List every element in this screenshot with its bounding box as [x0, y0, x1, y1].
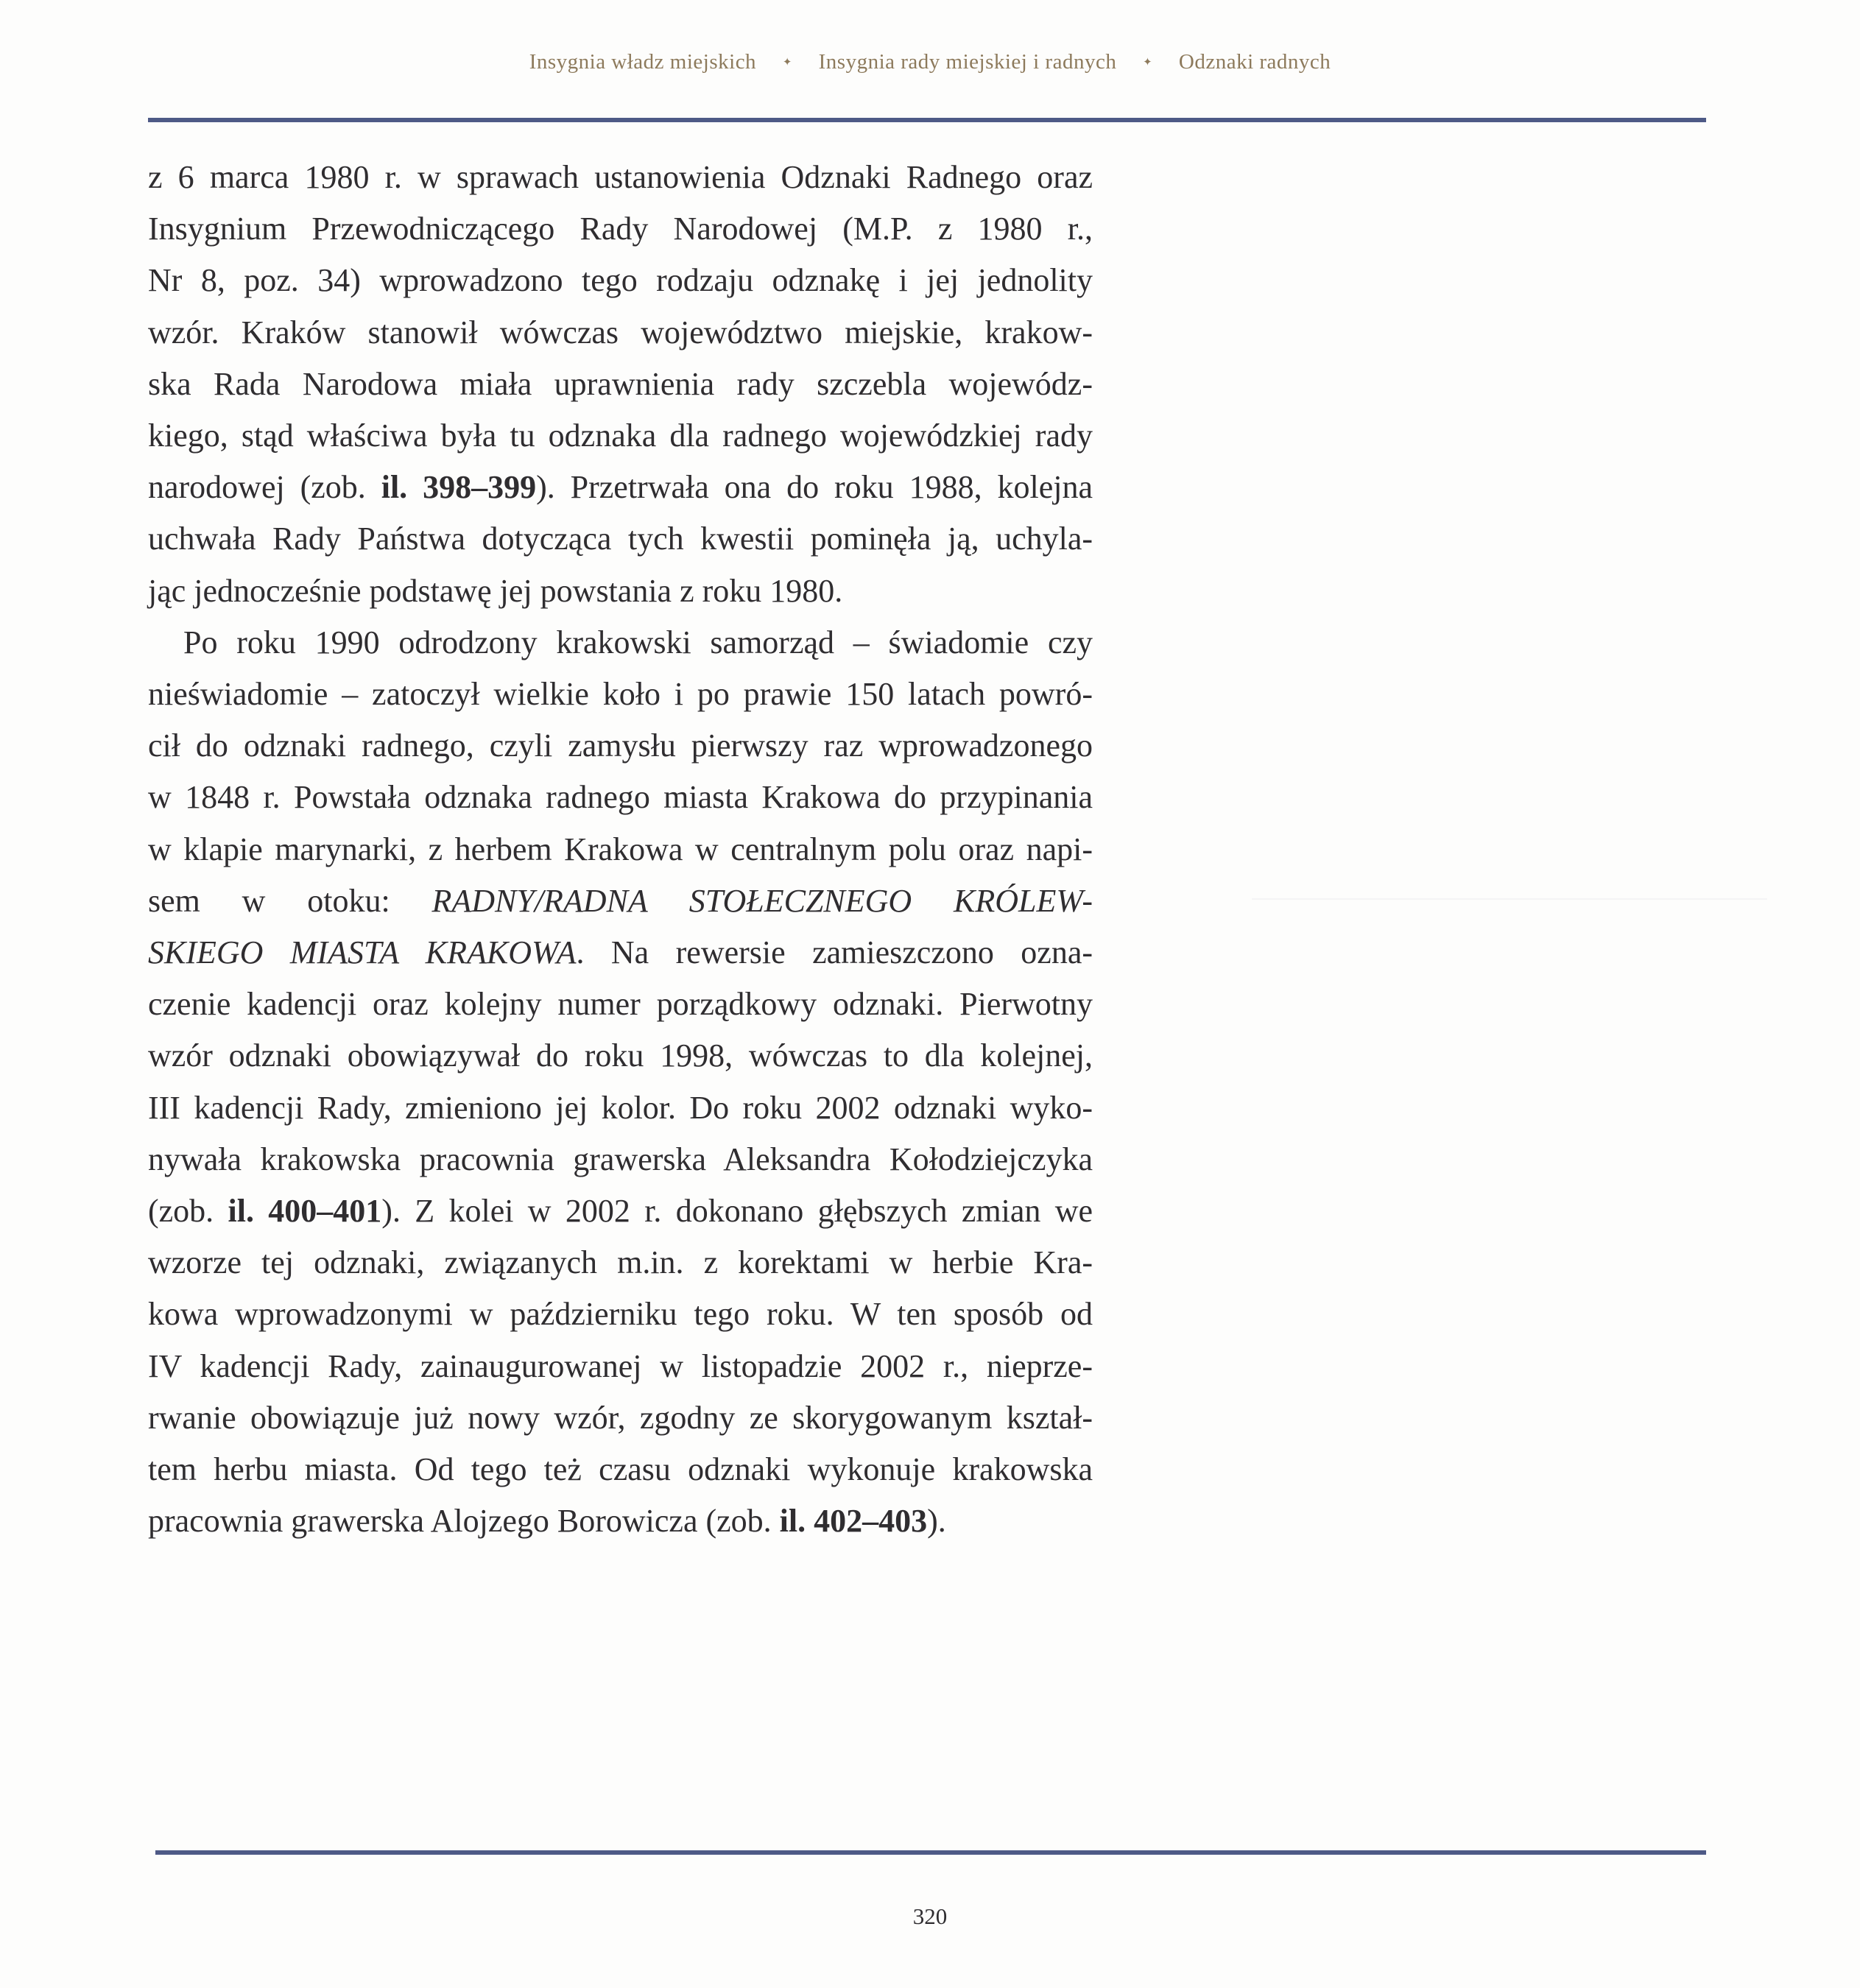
text-line: ska Rada Narodowa miała uprawnienia rady szczebla wojewódz-: [148, 365, 1093, 402]
running-head: [0, 50, 1860, 74]
illustration-reference: il. 398–399: [381, 469, 537, 506]
text-line: w klapie marynarki, z herbem Krakowa w centralnym polu oraz napi-: [148, 831, 1093, 867]
text-line: Nr 8, poz. 34) wprowadzono tego rodzaju odznakę i jej jednolity: [148, 262, 1093, 299]
text-line: [148, 1495, 1093, 1547]
text-run: ).: [927, 1503, 946, 1540]
text-run: pracownia grawerska Alojzego Borowicza (zob.: [148, 1503, 780, 1540]
text-line: kowa wprowadzonymi w październiku tego roku. W ten sposób od: [148, 1296, 1093, 1333]
text-line: [148, 462, 1093, 513]
page-number: 320: [912, 1903, 948, 1929]
text-line: nieświadomie – zatoczył wielkie koło i po prawie 150 latach powró-: [148, 676, 1093, 713]
text-line: w 1848 r. Powstała odznaka radnego miasta Krakowa do przypinania: [148, 779, 1093, 816]
text-line: z 6 marca 1980 r. w sprawach ustanowienia Odznaki Radnego oraz: [148, 159, 1093, 195]
text-line: wzór odznaki obowiązywał do roku 1998, wówczas to dla kolejnej,: [148, 1037, 1093, 1074]
running-head-crumb-3: Odznaki radnych: [1178, 50, 1331, 74]
text-line: uchwała Rady Państwa dotycząca tych kwestii pominęła ją, uchyla-: [148, 521, 1093, 557]
running-head-crumb-1: Insygnia władz miejskich: [529, 50, 757, 74]
text-line: [148, 1185, 1093, 1237]
illustration-reference: il. 400–401: [228, 1193, 382, 1230]
text-run: ). Z kolei w 2002 r. dokonano głębszych zmian we: [381, 1193, 1093, 1230]
diamond-separator-icon: ✦: [1143, 57, 1153, 68]
text-run: ). Przetrwała ona do roku 1988, kolejna: [536, 469, 1093, 506]
text-run: (zob.: [148, 1193, 228, 1230]
main-text: [148, 152, 1093, 1547]
text-line: IV kadencji Rady, zainaugurowanej w listopadzie 2002 r., nieprze-: [148, 1347, 1093, 1384]
illustration-reference: il. 402–403: [779, 1503, 928, 1540]
paragraph-2: [148, 617, 1093, 1548]
text-line: cił do odznaki radnego, czyli zamysłu pierwszy raz wprowadzonego: [148, 727, 1093, 764]
text-line: [148, 875, 1093, 927]
text-line: III kadencji Rady, zmieniono jej kolor. Do roku 2002 odznaki wyko-: [148, 1089, 1093, 1126]
text-line: nywała krakowska pracownia grawerska Aleksandra Kołodziejczyka: [148, 1141, 1093, 1177]
paragraph-1: [148, 152, 1093, 617]
text-line: tem herbu miasta. Od tego też czasu odznaki wykonuje krakowska: [148, 1451, 1093, 1488]
inscription-text: RADNY/RADNA STOŁECZNEGO KRÓLEW-: [431, 882, 1093, 919]
diamond-separator-icon: ✦: [782, 57, 792, 68]
text-run: . Na rewersie zamieszczono ozna-: [576, 934, 1093, 971]
inscription-text: SKIEGO MIASTA KRAKOWA: [148, 934, 577, 971]
text-line: Po roku 1990 odrodzony krakowski samorząd – świadomie czy: [183, 624, 1093, 660]
text-line: czenie kadencji oraz kolejny numer porządkowy odznaki. Pierwotny: [148, 986, 1093, 1023]
header-rule: [148, 118, 1706, 122]
text-line: wzór. Kraków stanowił wówczas województwo miejskie, krakow-: [148, 314, 1093, 350]
text-line: kiego, stąd właściwa była tu odznaka dla radnego wojewódzkiej rady: [148, 417, 1093, 454]
text-run: narodowej (zob.: [148, 469, 381, 506]
text-line: rwanie obowiązuje już nowy wzór, zgodny ze skorygowanym kształ-: [148, 1399, 1093, 1436]
text-line: wzorze tej odznaki, związanych m.in. z korektami w herbie Kra-: [148, 1244, 1093, 1281]
show-through-shadow: [1252, 898, 1767, 900]
text-line: jąc jednocześnie podstawę jej powstania z roku 1980.: [148, 572, 843, 609]
text-line: Insygnium Przewodniczącego Rady Narodowej (M.P. z 1980 r.,: [148, 211, 1093, 247]
text-line: [148, 927, 1093, 979]
footer-rule: [155, 1850, 1706, 1855]
running-head-crumb-2: Insygnia rady miejskiej i radnych: [818, 50, 1117, 74]
text-run: sem w otoku:: [148, 882, 432, 919]
